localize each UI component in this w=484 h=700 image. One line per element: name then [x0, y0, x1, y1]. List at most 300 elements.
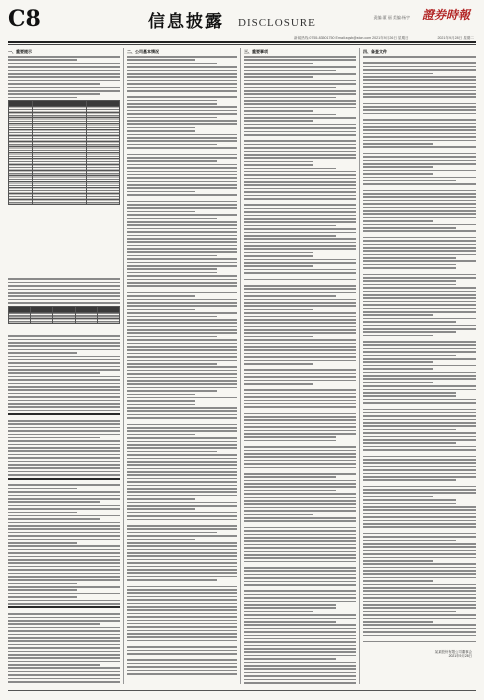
text-line: [244, 520, 356, 522]
text-line: [363, 567, 476, 569]
text-line: [244, 76, 313, 78]
text-line: [127, 404, 195, 406]
text-line: [244, 648, 356, 650]
text-line: [363, 69, 476, 71]
column-4: [363, 48, 476, 684]
text-line: [244, 312, 356, 314]
text-line: [363, 280, 456, 282]
text-line: [244, 373, 356, 375]
text-line: [127, 90, 237, 92]
text-line: [363, 254, 476, 256]
text-line: [8, 335, 120, 337]
text-line: [8, 623, 100, 625]
text-line: [363, 503, 456, 505]
text-line: [244, 178, 356, 180]
text-line: [8, 566, 120, 568]
text-line: [363, 489, 476, 491]
text-line: [244, 400, 356, 402]
text-line: [363, 550, 476, 552]
text-line: [363, 499, 456, 501]
text-line: [8, 549, 120, 551]
text-line: [244, 242, 356, 244]
text-line: [127, 349, 237, 351]
text-line: [127, 441, 237, 443]
text-line: [244, 100, 356, 102]
column-3-heading: 三、重要事项: [244, 49, 268, 54]
text-line: [244, 665, 356, 667]
text-line: [8, 369, 120, 371]
text-line: [244, 651, 356, 653]
text-line: [127, 238, 237, 240]
text-line: [244, 316, 356, 318]
text-line: [8, 87, 120, 89]
column-2: [127, 48, 237, 684]
text-line: [127, 326, 237, 328]
text-line: [244, 87, 336, 89]
section-title: 信息披露: [148, 12, 224, 32]
text-line: [244, 635, 356, 637]
text-line: [127, 214, 237, 216]
text-line: [244, 235, 336, 237]
text-line: [127, 569, 237, 571]
text-line: [127, 275, 237, 277]
text-line: [363, 193, 476, 195]
text-line: [244, 557, 356, 559]
column-divider: [240, 48, 241, 684]
text-line: [127, 525, 237, 527]
text-line: [363, 156, 476, 158]
text-line: [8, 637, 120, 639]
text-line: [244, 672, 356, 674]
text-line: [8, 488, 77, 490]
text-line: [8, 372, 100, 374]
text-line: [244, 473, 356, 475]
text-line: [363, 415, 476, 417]
text-line: [127, 204, 237, 206]
text-line: [8, 285, 120, 287]
text-line: [127, 495, 237, 497]
text-line: [363, 328, 476, 330]
text-line: [127, 177, 237, 179]
text-line: [8, 379, 120, 381]
text-line: [127, 160, 217, 162]
text-line: [244, 537, 356, 539]
text-line: [363, 439, 476, 441]
text-line: [8, 427, 120, 429]
text-line: [244, 225, 336, 227]
text-line: [244, 134, 356, 136]
text-line: [363, 635, 476, 637]
text-line: [8, 389, 120, 391]
text-line: [363, 573, 476, 575]
text-line: [363, 203, 476, 205]
text-line: [244, 80, 356, 82]
text-line: [8, 478, 120, 480]
text-line: [244, 336, 313, 338]
text-line: [8, 620, 120, 622]
text-line: [244, 396, 356, 398]
text-line: [363, 624, 476, 626]
text-line: [127, 245, 237, 247]
text-line: [244, 500, 356, 502]
text-line: [8, 295, 120, 297]
text-line: [244, 460, 356, 462]
column-divider: [359, 48, 360, 684]
text-line: [363, 496, 433, 498]
text-line: [8, 586, 120, 588]
text-line: [363, 628, 476, 630]
text-line: [127, 481, 237, 483]
text-line: [363, 66, 476, 68]
text-line: [363, 631, 476, 633]
text-line: [8, 634, 120, 636]
text-line: [127, 194, 237, 196]
column-1: [8, 48, 120, 684]
text-line: [363, 601, 476, 603]
text-line: [244, 527, 356, 529]
text-line: [244, 493, 356, 495]
text-line: [363, 308, 476, 310]
text-line: [8, 644, 120, 646]
text-line: [127, 279, 237, 281]
text-line: [363, 106, 476, 108]
text-line: [363, 166, 433, 168]
text-line: [127, 417, 237, 419]
text-line: [363, 62, 476, 64]
text-line: [8, 393, 120, 395]
text-line: [8, 90, 120, 92]
text-line: [244, 174, 356, 176]
column-3-text: [244, 48, 356, 684]
text-line: [244, 517, 356, 519]
text-line: [363, 587, 476, 589]
text-line: [8, 573, 120, 575]
text-line: [8, 66, 120, 68]
text-line: [127, 363, 217, 365]
text-line: [127, 387, 237, 389]
text-line: [363, 321, 456, 323]
text-line: [127, 329, 237, 331]
text-line: [244, 446, 356, 448]
text-line: [244, 93, 356, 95]
text-line: [363, 543, 476, 545]
text-line: [8, 299, 120, 301]
text-line: [127, 555, 237, 557]
text-line: [244, 440, 336, 442]
text-line: [127, 663, 237, 665]
text-line: [363, 284, 456, 286]
text-line: [244, 567, 356, 569]
text-line: [127, 316, 217, 318]
text-line: [363, 506, 476, 508]
text-line: [8, 376, 120, 378]
text-line: [244, 419, 356, 421]
text-line: [244, 151, 356, 153]
text-line: [363, 163, 476, 165]
text-line: [127, 454, 237, 456]
text-line: [127, 427, 237, 429]
text-line: [244, 383, 313, 385]
section-title-en: DISCLOSURE: [238, 17, 316, 29]
text-line: [8, 289, 120, 291]
text-line: [8, 454, 120, 456]
text-line: [8, 461, 120, 463]
text-line: [363, 523, 476, 525]
text-line: [127, 201, 237, 203]
text-line: [8, 302, 120, 304]
text-line: [8, 569, 120, 571]
text-line: [127, 630, 237, 632]
text-line: [363, 210, 476, 212]
text-line: [127, 616, 237, 618]
text-line: [363, 462, 476, 464]
text-line: [244, 393, 356, 395]
text-line: [127, 184, 237, 186]
text-line: [363, 425, 476, 427]
text-line: [244, 66, 356, 68]
text-line: [244, 547, 356, 549]
text-line: [127, 282, 237, 284]
text-line: [363, 621, 433, 623]
text-line: [244, 607, 336, 609]
text-line: [244, 70, 336, 72]
text-line: [244, 309, 313, 311]
text-line: [244, 561, 356, 563]
text-line: [8, 396, 120, 398]
text-line: [127, 70, 237, 72]
text-line: [363, 604, 476, 606]
text-line: [127, 154, 237, 156]
text-line: [127, 292, 237, 294]
text-line: [244, 453, 356, 455]
text-line: [8, 349, 120, 351]
text-line: [363, 611, 456, 613]
text-line: [8, 359, 120, 361]
text-line: [363, 361, 433, 363]
text-line: [244, 507, 356, 509]
text-line: [8, 664, 100, 666]
text-line: [363, 183, 476, 185]
text-line: [8, 457, 120, 459]
text-line: [127, 377, 237, 379]
text-line: [8, 667, 120, 669]
text-line: [127, 535, 237, 537]
text-line: [244, 147, 356, 149]
text-line: [127, 559, 237, 561]
text-line: [127, 505, 237, 507]
text-line: [363, 318, 476, 320]
text-line: [363, 469, 476, 471]
text-line: [8, 484, 120, 486]
text-line: [363, 237, 476, 239]
text-line: [363, 368, 433, 370]
text-line: [127, 248, 237, 250]
text-line: [127, 343, 237, 345]
text-line: [8, 423, 120, 425]
text-line: [244, 389, 356, 391]
text-line: [363, 297, 476, 299]
column-3: [244, 48, 356, 684]
text-line: [244, 218, 356, 220]
text-line: [127, 383, 237, 385]
text-line: [244, 299, 356, 301]
text-line: [244, 114, 336, 116]
text-line: [244, 322, 356, 324]
text-line: [127, 579, 217, 581]
text-line: [363, 173, 433, 175]
text-line: [363, 196, 476, 198]
text-line: [127, 295, 195, 297]
text-line: [244, 248, 356, 250]
text-line: [244, 514, 313, 516]
text-line: [127, 80, 237, 82]
text-line: [244, 356, 356, 358]
text-line: [127, 228, 237, 230]
text-line: [8, 528, 120, 530]
text-line: [363, 536, 476, 538]
text-line: [244, 110, 313, 112]
text-line: [127, 407, 237, 409]
text-line: [363, 446, 476, 448]
text-line: [244, 574, 356, 576]
text-line: [127, 171, 237, 173]
text-line: [127, 164, 237, 166]
text-line: [244, 319, 356, 321]
text-line: [244, 463, 356, 465]
text-line: [127, 670, 237, 672]
text-line: [8, 97, 77, 99]
text-line: [127, 302, 237, 304]
text-line: [127, 414, 237, 416]
text-line: [363, 399, 476, 401]
text-line: [363, 93, 476, 95]
text-line: [244, 228, 356, 230]
text-line: [363, 641, 476, 643]
text-line: [244, 376, 356, 378]
text-line: [363, 180, 456, 182]
text-line: [244, 252, 313, 254]
text-line: [8, 63, 120, 65]
text-line: [363, 79, 476, 81]
text-line: [363, 83, 476, 85]
text-line: [363, 513, 476, 515]
text-line: [244, 433, 356, 435]
column-2-heading: 二、公司基本情况: [127, 49, 159, 54]
text-line: [244, 614, 356, 616]
text-line: [244, 329, 356, 331]
text-line: [127, 592, 237, 594]
text-line: [127, 130, 195, 132]
text-line: [127, 552, 237, 554]
text-line: [363, 220, 433, 222]
text-line: [127, 174, 237, 176]
text-line: [244, 577, 356, 579]
text-line: [244, 131, 356, 133]
text-line: [127, 123, 237, 125]
text-line: [127, 586, 237, 588]
data-table-1: [8, 100, 120, 205]
text-line: [8, 657, 120, 659]
text-line: [8, 532, 120, 534]
text-line: [8, 671, 120, 673]
text-line: [244, 658, 336, 660]
text-line: [127, 502, 237, 504]
text-line: [244, 83, 356, 85]
text-line: [127, 609, 237, 611]
text-line: [244, 423, 356, 425]
text-line: [127, 606, 237, 608]
text-line: [244, 604, 336, 606]
text-line: [363, 618, 476, 620]
text-line: [127, 339, 237, 341]
text-line: [244, 272, 356, 274]
text-line: [8, 352, 77, 354]
text-line: [363, 540, 456, 542]
text-line: [363, 378, 476, 380]
text-line: [244, 154, 356, 156]
text-line: [127, 424, 237, 426]
text-line: [363, 90, 476, 92]
text-line: [8, 450, 120, 452]
text-line: [8, 83, 100, 85]
text-line: [127, 356, 237, 358]
text-line: [363, 56, 476, 58]
text-line: [244, 107, 356, 109]
column-1-heading: 一、重要提示: [8, 49, 32, 54]
text-line: [127, 626, 237, 628]
text-line: [127, 576, 237, 578]
text-line: [127, 434, 195, 436]
text-line: [363, 325, 476, 327]
text-line: [8, 678, 120, 680]
text-line: [127, 103, 217, 105]
text-line: [127, 224, 237, 226]
text-line: [244, 245, 356, 247]
text-line: [363, 140, 476, 142]
text-line: [244, 668, 356, 670]
text-line: [363, 133, 476, 135]
text-line: [127, 96, 237, 98]
text-line: [127, 653, 237, 655]
text-line: [127, 120, 237, 122]
text-line: [244, 594, 356, 596]
text-line: [8, 76, 120, 78]
text-line: [363, 526, 476, 528]
text-line: [127, 539, 195, 541]
text-line: [127, 498, 195, 500]
text-line: [244, 343, 356, 345]
text-line: [363, 311, 476, 313]
text-line: [127, 360, 237, 362]
text-line: [127, 542, 237, 544]
text-line: [127, 76, 237, 78]
text-line: [8, 406, 120, 408]
text-line: [363, 291, 476, 293]
text-line: [127, 187, 237, 189]
text-line: [244, 456, 356, 458]
text-line: [8, 596, 77, 598]
text-line: [127, 167, 237, 169]
text-line: [127, 519, 237, 521]
text-line: [244, 436, 336, 438]
text-line: [127, 468, 237, 470]
text-line: [244, 353, 356, 355]
text-line: [8, 292, 120, 294]
text-line: [244, 628, 356, 630]
text-line: [363, 331, 456, 333]
text-line: [8, 512, 77, 514]
text-line: [363, 264, 456, 266]
